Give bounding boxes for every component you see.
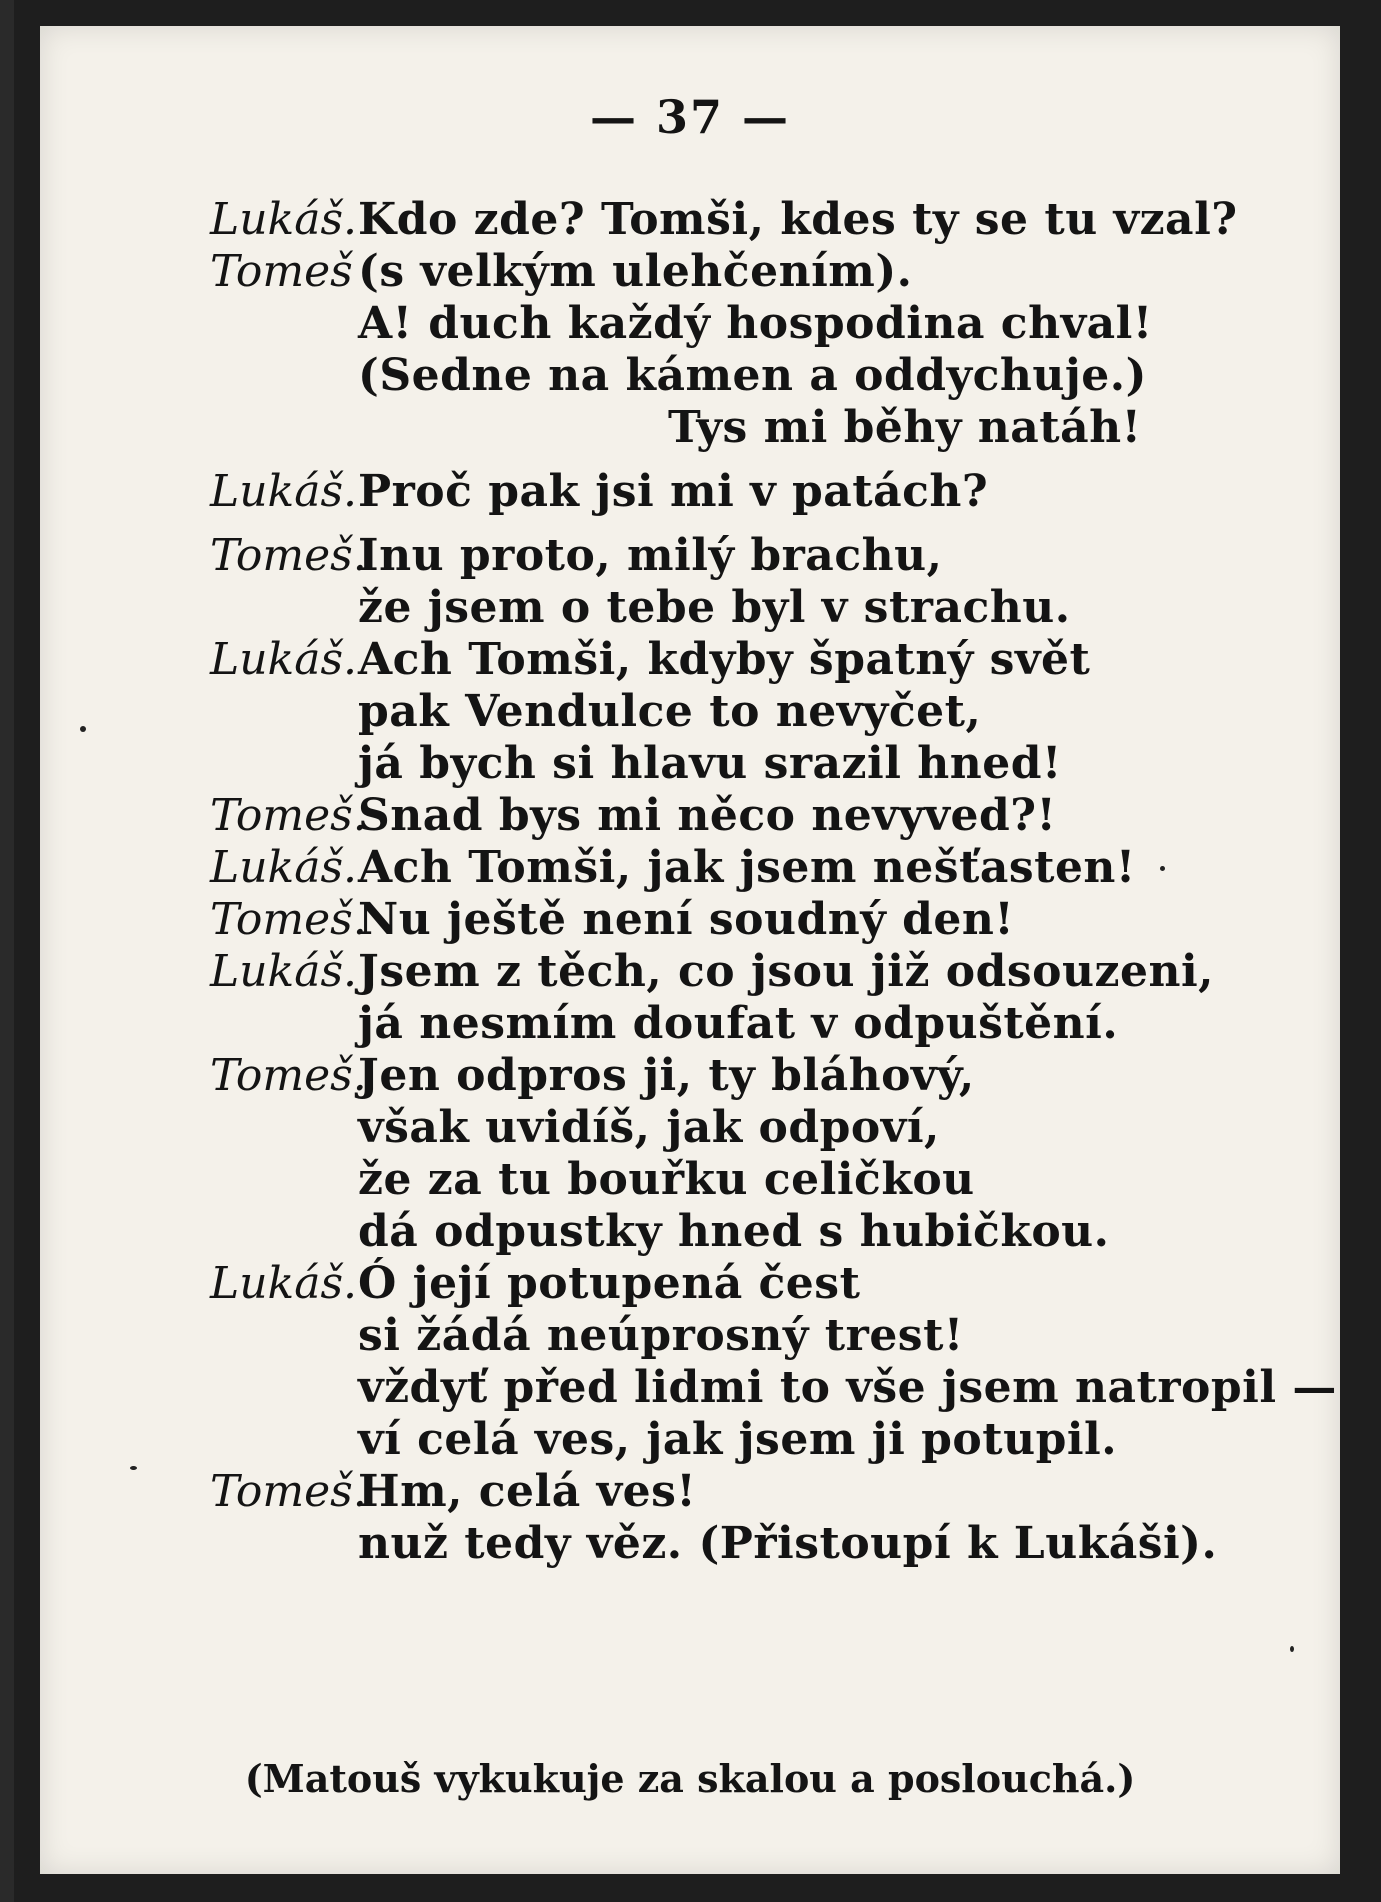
speaker-name: Tomeš. — [210, 1050, 367, 1101]
dialogue-entry — [210, 1050, 1260, 1258]
book-page — [40, 26, 1340, 1874]
speaker-name: Lukáš. — [210, 466, 358, 517]
verse-line: Tys mi běhy natáh! — [668, 402, 1142, 453]
verse-line: pak Vendulce to nevyčet, — [358, 686, 982, 737]
verse-line: Jen odpros ji, ty bláhový, — [358, 1050, 975, 1101]
dialogue-entry — [210, 1466, 1260, 1570]
stage-direction: (Matouš vykukuje za skalou a poslouchá.) — [244, 1756, 1136, 1801]
dialogue-entry — [210, 842, 1260, 894]
verse-line: ví celá ves, jak jsem ji potupil. — [358, 1414, 1118, 1465]
print-speck — [1160, 866, 1165, 871]
speaker-name: Tomeš. — [210, 1466, 367, 1517]
dialogue-entry — [210, 246, 1260, 454]
speaker-name: Tomeš. — [210, 894, 367, 945]
dialogue-entry — [210, 1258, 1337, 1466]
verse-line: dá odpustky hned s hubičkou. — [358, 1206, 1110, 1257]
dialogue-entry — [210, 894, 1260, 946]
speaker-name: Lukáš. — [210, 842, 358, 893]
print-speck — [80, 726, 86, 732]
speaker-name: Tomeš. — [210, 790, 367, 841]
speaker-name: Tomeš — [210, 246, 353, 297]
verse-line: Ach Tomši, jak jsem nešťasten! — [358, 842, 1136, 893]
dialogue-entry — [210, 790, 1260, 842]
verse-line: že jsem o tebe byl v strachu. — [358, 582, 1071, 633]
dialogue-entry — [210, 194, 1260, 246]
verse-line: A! duch každý hospodina chval! — [358, 298, 1153, 349]
verse-line: Hm, celá ves! — [358, 1466, 697, 1517]
verse-line: (Sedne na kámen a oddychuje.) — [358, 350, 1147, 401]
dialogue — [210, 194, 1337, 1570]
verse-line: Kdo zde? Tomši, kdes ty se tu vzal? — [358, 194, 1238, 245]
verse-line: Ó její potupená čest — [358, 1258, 861, 1309]
scan-edge — [0, 0, 14, 1902]
verse-line: Ach Tomši, kdyby špatný svět — [358, 634, 1091, 685]
speaker-name: Lukáš. — [210, 194, 358, 245]
dialogue-entry — [210, 634, 1260, 790]
verse-line: (s velkým ulehčením). — [358, 246, 913, 297]
page-number: — 37 — — [589, 90, 791, 144]
verse-line: Snad bys mi něco nevyved?! — [358, 790, 1057, 841]
dialogue-entry — [210, 530, 1260, 634]
speaker-name: Lukáš. — [210, 1258, 358, 1309]
speaker-name: Lukáš. — [210, 634, 358, 685]
speaker-name: Lukáš. — [210, 946, 358, 997]
verse-line: Nu ještě není soudný den! — [358, 894, 1015, 945]
verse-line: že za tu bouřku celičkou — [358, 1154, 975, 1205]
verse-line: já bych si hlavu srazil hned! — [358, 738, 1062, 789]
speaker-name: Tomeš. — [210, 530, 367, 581]
dialogue-entry — [210, 946, 1260, 1050]
verse-line: vždyť před lidmi to vše jsem natropil — — [358, 1362, 1337, 1413]
verse-line: Inu proto, milý brachu, — [358, 530, 943, 581]
verse-line: nuž tedy věz. (Přistoupí k Lukáši). — [358, 1518, 1218, 1569]
print-speck — [1290, 1646, 1294, 1652]
verse-line: já nesmím doufat v odpuštění. — [358, 998, 1119, 1049]
dialogue-entry — [210, 466, 1260, 518]
verse-line: Jsem z těch, co jsou již odsouzeni, — [358, 946, 1214, 997]
verse-line: si žádá neúprosný trest! — [358, 1310, 964, 1361]
verse-line: však uvidíš, jak odpoví, — [358, 1102, 940, 1153]
print-speck — [130, 1466, 137, 1470]
verse-line: Proč pak jsi mi v patách? — [358, 466, 989, 517]
